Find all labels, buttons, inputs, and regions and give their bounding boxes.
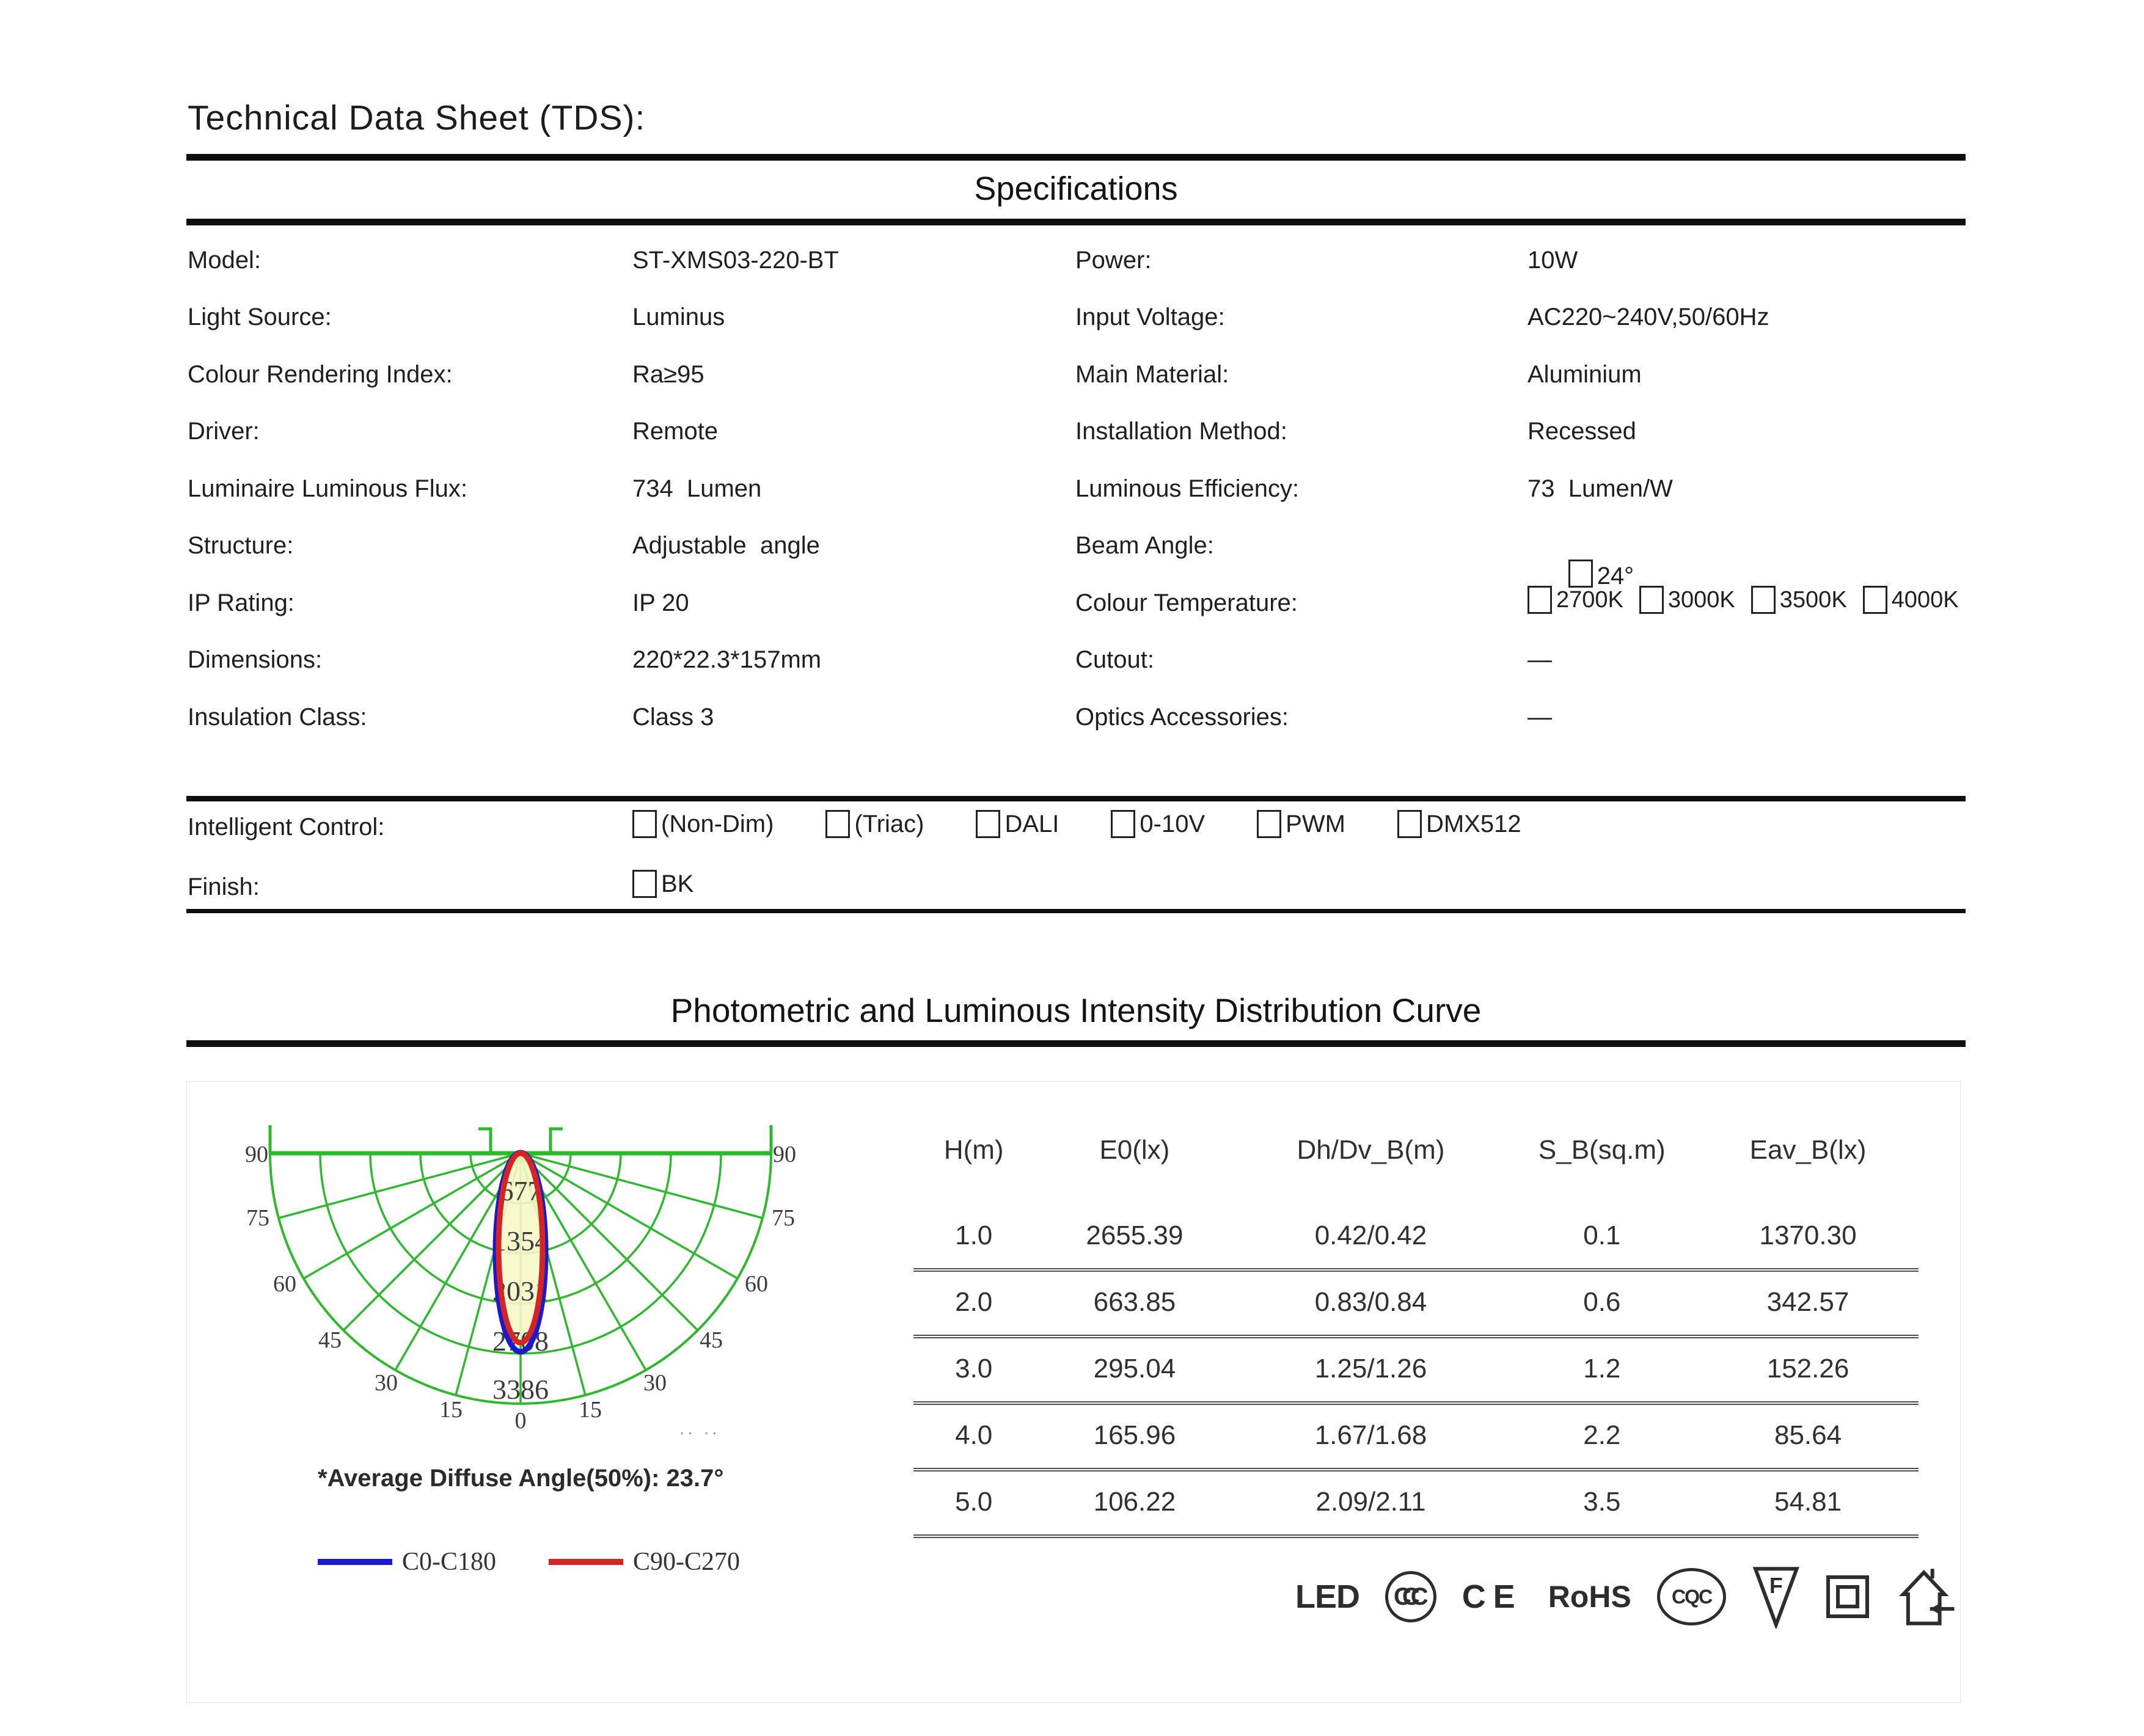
cell: 1.0 — [955, 1220, 993, 1250]
spec-value: ST-XMS03-220-BT — [632, 247, 839, 274]
col-header: E0(lx) — [1099, 1135, 1170, 1165]
ccc-certification-icon: CCC — [1385, 1571, 1436, 1622]
svg-text:3386: 3386 — [492, 1374, 549, 1405]
spec-label: Power: — [1075, 247, 1152, 274]
spec-value: AC220~240V,50/60Hz — [1528, 304, 1769, 330]
spec-label: Colour Temperature: — [1075, 589, 1298, 616]
spec-value: Luminus — [632, 304, 725, 330]
spec-label: Light Source: — [188, 304, 332, 330]
control-options: (Non-Dim) (Triac) DALI 0-10V PWM DMX512 — [632, 810, 1521, 838]
checkbox-non-dim[interactable] — [632, 810, 657, 838]
cell: 152.26 — [1766, 1354, 1849, 1384]
cell: 5.0 — [955, 1487, 993, 1517]
cell: 0.42/0.42 — [1314, 1220, 1427, 1250]
svg-text:90: 90 — [773, 1142, 796, 1167]
spec-label: Optics Accessories: — [1075, 704, 1289, 731]
spec-value: Remote — [632, 418, 719, 445]
ce-certification-icon: CE — [1462, 1578, 1523, 1615]
spec-value: Ra≥95 — [632, 361, 704, 388]
cell: 3.5 — [1583, 1487, 1621, 1517]
cell: 1370.30 — [1759, 1220, 1857, 1250]
finish-row — [186, 870, 1995, 905]
divider — [186, 154, 1966, 161]
col-header: Dh/Dv_B(m) — [1297, 1135, 1445, 1165]
svg-text:F: F — [1769, 1574, 1783, 1599]
spec-label: Luminaire Luminous Flux: — [188, 475, 467, 502]
svg-text:75: 75 — [246, 1205, 269, 1231]
spec-value: 734 Lumen — [632, 475, 762, 502]
cell: 1.25/1.26 — [1314, 1354, 1427, 1384]
col-header: S_B(sq.m) — [1538, 1135, 1666, 1165]
svg-text:1354: 1354 — [492, 1225, 549, 1256]
spec-value: — — [1528, 704, 1552, 731]
spec-label: Dimensions: — [188, 646, 323, 673]
svg-text:90: 90 — [245, 1142, 268, 1167]
svg-text:2708: 2708 — [492, 1326, 549, 1357]
beam-angle-option: 24° — [1528, 532, 1634, 618]
spec-label: Beam Angle: — [1075, 532, 1214, 559]
svg-text:45: 45 — [700, 1327, 723, 1353]
table-row — [913, 1272, 1919, 1338]
col-header: Eav_B(lx) — [1749, 1135, 1867, 1165]
average-diffuse-angle-note: *Average Diffuse Angle(50%): 23.7° — [318, 1465, 724, 1492]
finish-options: BK — [632, 870, 693, 898]
svg-text:15: 15 — [439, 1397, 463, 1423]
cell: 3.0 — [955, 1354, 993, 1384]
table-row — [913, 1405, 1919, 1472]
cell: 165.96 — [1093, 1420, 1176, 1450]
spec-value: Adjustable angle — [632, 532, 820, 559]
chart-legend — [318, 1547, 740, 1577]
checkbox-dmx512[interactable] — [1397, 810, 1422, 838]
polar-intensity-chart — [183, 1093, 855, 1497]
spec-label: Structure: — [188, 532, 294, 559]
specifications-heading: Specifications — [974, 170, 1178, 207]
spec-label: Finish: — [188, 873, 260, 900]
spec-label: Model: — [188, 247, 262, 274]
checkbox-3500k[interactable] — [1751, 586, 1776, 614]
cell: 2.2 — [1583, 1420, 1621, 1450]
cell: 1.67/1.68 — [1314, 1420, 1427, 1450]
indoor-use-icon — [1895, 1565, 1955, 1628]
checkbox-0-10v[interactable] — [1111, 810, 1135, 838]
class-ii-icon — [1826, 1575, 1869, 1618]
legend-line-c0-c180 — [318, 1559, 392, 1565]
spec-label: Cutout: — [1075, 646, 1154, 673]
cqc-certification-icon: CQC — [1657, 1568, 1726, 1625]
colour-temp-options: 2700K 3000K 3500K 4000K — [1528, 586, 1959, 614]
legend-line-c90-c270 — [549, 1559, 623, 1565]
spec-value: 220*22.3*157mm — [632, 646, 822, 673]
checkbox-pwm[interactable] — [1257, 810, 1281, 838]
spec-value: IP 20 — [632, 589, 689, 616]
svg-text:60: 60 — [273, 1271, 296, 1297]
spec-value: Recessed — [1528, 418, 1636, 445]
certification-marks — [1295, 1563, 1955, 1631]
spec-label: Input Voltage: — [1075, 304, 1225, 330]
intelligent-control-row — [186, 810, 1995, 845]
table-row — [913, 1338, 1919, 1405]
cell: 2655.39 — [1086, 1220, 1184, 1250]
spec-value: 73 Lumen/W — [1528, 475, 1673, 502]
spec-row-ip — [186, 586, 1995, 621]
rohs-mark: RoHS — [1548, 1580, 1631, 1614]
checkbox-2700k[interactable] — [1528, 586, 1552, 614]
svg-text:15: 15 — [579, 1397, 602, 1423]
spec-label: Colour Rendering Index: — [188, 361, 453, 388]
svg-text:677: 677 — [499, 1175, 542, 1206]
spec-value: 10W — [1528, 247, 1578, 274]
svg-text:2031: 2031 — [492, 1275, 549, 1307]
spec-value: — — [1528, 646, 1552, 673]
spec-row-driver — [186, 418, 1995, 450]
cell: 0.1 — [1583, 1220, 1621, 1250]
spec-row-flux — [186, 475, 1995, 507]
spec-row-insulation — [186, 704, 1995, 735]
f-triangle-icon — [1752, 1565, 1801, 1628]
c-plane-tick-right — [551, 1129, 563, 1153]
spec-row-cri — [186, 361, 1995, 393]
cell: 295.04 — [1093, 1354, 1176, 1384]
c-plane-tick-left — [478, 1129, 491, 1153]
photometric-heading: Photometric and Luminous Intensity Distribution Curve — [670, 991, 1482, 1029]
cell: 663.85 — [1093, 1287, 1176, 1317]
cell: 2.0 — [955, 1287, 993, 1317]
cell: 0.6 — [1583, 1287, 1621, 1317]
divider — [186, 909, 1966, 913]
page-title: Technical Data Sheet (TDS): — [188, 98, 646, 137]
svg-text:30: 30 — [643, 1370, 667, 1396]
checkbox-dali[interactable] — [976, 810, 1000, 838]
spec-value: Class 3 — [632, 704, 714, 731]
spec-row-light-source — [186, 304, 1995, 335]
spec-label: Main Material: — [1075, 361, 1229, 388]
cell: 4.0 — [955, 1420, 993, 1450]
spec-value: Aluminium — [1528, 361, 1642, 388]
spec-row-structure — [186, 532, 1995, 589]
table-header-row — [913, 1129, 1919, 1205]
spec-label: IP Rating: — [188, 589, 295, 616]
checkbox-3000k[interactable] — [1639, 586, 1664, 614]
svg-text:60: 60 — [745, 1271, 768, 1297]
spec-row-dimensions — [186, 646, 1995, 678]
legend-label: C0-C180 — [402, 1548, 497, 1576]
checkbox-bk[interactable] — [632, 870, 657, 898]
svg-text:45: 45 — [318, 1327, 342, 1353]
led-mark: LED — [1295, 1578, 1359, 1615]
spec-label: Intelligent Control: — [188, 814, 385, 841]
col-header: H(m) — [943, 1135, 1004, 1165]
stray-dots: .. .. — [679, 1418, 720, 1439]
spec-row-model — [186, 247, 1995, 279]
illuminance-table — [913, 1129, 1919, 1538]
divider — [186, 219, 1966, 225]
legend-label: C90-C270 — [633, 1548, 741, 1576]
spec-label: Installation Method: — [1075, 418, 1287, 445]
spec-label: Driver: — [188, 418, 260, 445]
spec-label: Insulation Class: — [188, 704, 367, 731]
cell: 1.2 — [1583, 1354, 1621, 1384]
table-row — [913, 1472, 1919, 1538]
svg-text:0: 0 — [514, 1408, 527, 1434]
cell: 54.81 — [1774, 1487, 1842, 1517]
cell: 106.22 — [1093, 1487, 1176, 1517]
table-row — [913, 1205, 1919, 1272]
svg-text:30: 30 — [375, 1370, 398, 1396]
divider — [186, 1040, 1966, 1047]
checkbox-triac[interactable] — [825, 810, 850, 838]
cell: 342.57 — [1766, 1287, 1849, 1317]
cell: 0.83/0.84 — [1314, 1287, 1427, 1317]
cell: 85.64 — [1774, 1420, 1842, 1450]
cell: 2.09/2.11 — [1315, 1487, 1426, 1517]
spec-label: Luminous Efficiency: — [1075, 475, 1300, 502]
svg-text:75: 75 — [772, 1205, 795, 1231]
divider — [186, 796, 1966, 801]
checkbox-4000k[interactable] — [1863, 586, 1887, 614]
checkbox-beam-angle-24[interactable] — [1568, 560, 1593, 588]
